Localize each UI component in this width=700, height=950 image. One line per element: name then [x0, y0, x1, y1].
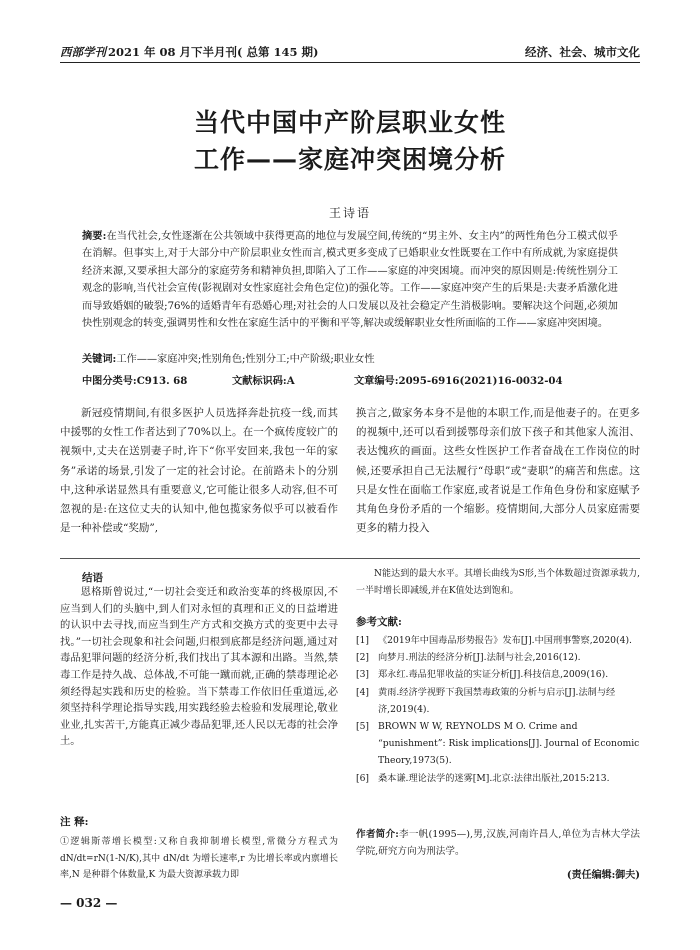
- bio-text: 李一帆(1995—),男,汉族,河南许昌人,单位为吉林大学法学院,研究方向为刑法学。: [356, 829, 640, 857]
- reference-item: [356, 649, 640, 666]
- body-column-right: [356, 404, 640, 544]
- reference-text: 桑本谦.理论法学的迷雾[M].北京:法律出版社,2015:213.: [378, 772, 610, 784]
- reference-number: [1]: [356, 635, 370, 646]
- reference-text: 郑永红.毒品犯罪收益的实证分析[J].科技信息,2009(16).: [378, 669, 609, 681]
- article-meta: [82, 372, 618, 390]
- reference-item: [356, 684, 640, 718]
- header-left: [60, 44, 318, 60]
- body-paragraph: 新冠疫情期间,有很多医护人员选择奔赴抗疫一线,而其中援鄂的女性工作者达到了70%以上。在一个疯传度较广的视频中,丈夫在送别妻子时,许下“你平安回来,我包一年的家务”承诺的场景,引发了一定的社会讨论。在前路未卜的分别中,这种承诺显然具有重要意义,它可能让很多人动容,但不可忽视的是:在这位丈夫的认知中,他包揽家务似乎可以被看作是一种补偿或“奖励”,: [60, 407, 338, 535]
- note-item: ①逻辑斯蒂增长模型:又称自我抑制增长模型,常微分方程式为 dN/dt=rN(1-N/K),其中 dN/dt 为增长速率,r 为比增长率或内禀增长率,N 是种群个体数量,K 为最大资源承载力即: [60, 837, 338, 880]
- conclusion-heading: 结语: [82, 572, 103, 584]
- journal-name: 西部学刊: [60, 45, 106, 59]
- article-title-line-1: 当代中国中产阶层职业女性: [193, 108, 506, 137]
- author-name: 王诗语: [328, 206, 371, 220]
- reference-item: [356, 718, 640, 770]
- keywords-text: 工作——家庭冲突;性别角色;性别分工;中产阶级;职业女性: [116, 354, 375, 365]
- keywords-label: 关键词:: [82, 353, 117, 365]
- references-heading: 参考文献:: [356, 616, 402, 628]
- header-rule: [60, 62, 640, 63]
- reference-item: [356, 770, 640, 787]
- references-list: [356, 632, 640, 787]
- reference-number: [2]: [356, 652, 370, 664]
- section-name: 经济、社会、城市文化: [525, 45, 640, 59]
- issue-info: 2021 年 08 月下半月刊( 总第 145 期): [108, 45, 319, 59]
- running-header: [60, 42, 640, 62]
- reference-number: [4]: [356, 686, 370, 698]
- article-title-line-2: 工作——家庭冲突困境分析: [193, 145, 506, 174]
- notes-heading: 注 释:: [60, 816, 89, 828]
- article-number: 文章编号:2095-6916(2021)16-0032-04: [354, 375, 563, 387]
- author-bio: [356, 826, 640, 860]
- keywords: [82, 351, 618, 368]
- note-continuation: [356, 566, 640, 599]
- reference-text: BROWN W W, REYNOLDS M O. Crime and “punishment”: Risk implications[J]. Journal of Economic Theory,1973(5).: [378, 721, 640, 767]
- page-divider: [60, 558, 640, 559]
- note-continuation-text: N能达到的最大水平。其增长曲线为S形,当个体数超过资源承载力,一半时增长即减缓,并在K值处达到饱和。: [356, 569, 640, 596]
- abstract-label: 摘要:: [82, 230, 107, 242]
- reference-text: 向梦月.刑法的经济分析[J].法制与社会,2016(12).: [378, 652, 581, 664]
- reference-number: [6]: [356, 772, 370, 784]
- bio-label: 作者简介:: [356, 829, 399, 840]
- clc-number: 中图分类号:C913. 68: [82, 375, 188, 387]
- body-column-left: [60, 404, 338, 544]
- conclusion-section: [60, 584, 338, 750]
- reference-text: 黄雨.经济学视野下我国禁毒政策的分析与启示[J].法制与经济,2019(4).: [378, 686, 616, 715]
- page-number: — 032 —: [60, 896, 118, 910]
- reference-number: [5]: [356, 721, 370, 733]
- notes-section: [60, 834, 338, 884]
- responsible-editor: (责任编辑:御夫): [566, 870, 640, 881]
- reference-number: [3]: [356, 669, 370, 681]
- reference-item: [356, 666, 640, 683]
- body-paragraph: 换言之,做家务本身不是他的本职工作,而是他妻子的。在更多的视频中,还可以看到援鄂母亲们放下孩子和其他家人流泪、表达愧疚的画面。这些女性医护工作者奋战在工作岗位的时候,还要承担自己无法履行“母职”或“妻职”的痛苦和焦虑。这只是女性在面临工作家庭,或者说是工作角色身份和家庭赋予其角色身份矛盾的一个缩影。疫情期间,大部分人员家庭需要更多的精力投入: [356, 407, 640, 535]
- abstract: [82, 228, 618, 332]
- reference-text: 《2019年中国毒品形势报告》发布[J].中国刑事警察,2020(4).: [378, 635, 632, 646]
- reference-item: [356, 632, 640, 649]
- conclusion-text: 恩格斯曾说过,“一切社会变迁和政治变革的终极原因,不应当到人们的头脑中,到人们对永恒的真理和正义的日益增进的认识中去寻找,而应当到生产方式和交换方式的变更中去寻找。”一切社会现象和社会问题,归根到底都是经济问题,通过对毒品犯罪问题的经济分析,我们找出了其本源和出路。当然,禁毒工作是持久战、总体战,不可能一蹴而就,正确的禁毒理论必须经得起实践和历史的检验。当下禁毒工作依旧任重道远,必须坚持科学理论指导实践,用实践经验去检验和发展理论,敬业业业,扎实苦干,方能真正减少毒品犯罪,还人民以无毒的社会净土。: [60, 586, 338, 748]
- document-code: 文献标识码:A: [232, 375, 295, 387]
- abstract-text: 在当代社会,女性逐渐在公共领域中获得更高的地位与发展空间,传统的“男主外、女主内”的两性角色分工模式似乎在消解。但事实上,对于大部分中产阶层职业女性而言,模式更多变成了已婚职业女性既要在工作中有所成就,为家庭提供经济来源,又要承担大部分的家庭劳务和精神负担,即陷入了工作——家庭的冲突困境。而冲突的原因则是:传统性别分工观念的影响,当代社会宣传(影视剧对女性家庭社会角色定位)的强化等。工作——家庭冲突产生的后果是:夫妻矛盾激化进而导致婚姻的破裂;76%的适婚青年有恐婚心理;对社会的人口发展以及社会稳定产生消极影响。要解决这个问题,必须加快性别观念的转变,强调男性和女性在家庭生活中的平衡和平等,解决或缓解职业女性所面临的工作——家庭冲突困境。: [82, 231, 618, 330]
